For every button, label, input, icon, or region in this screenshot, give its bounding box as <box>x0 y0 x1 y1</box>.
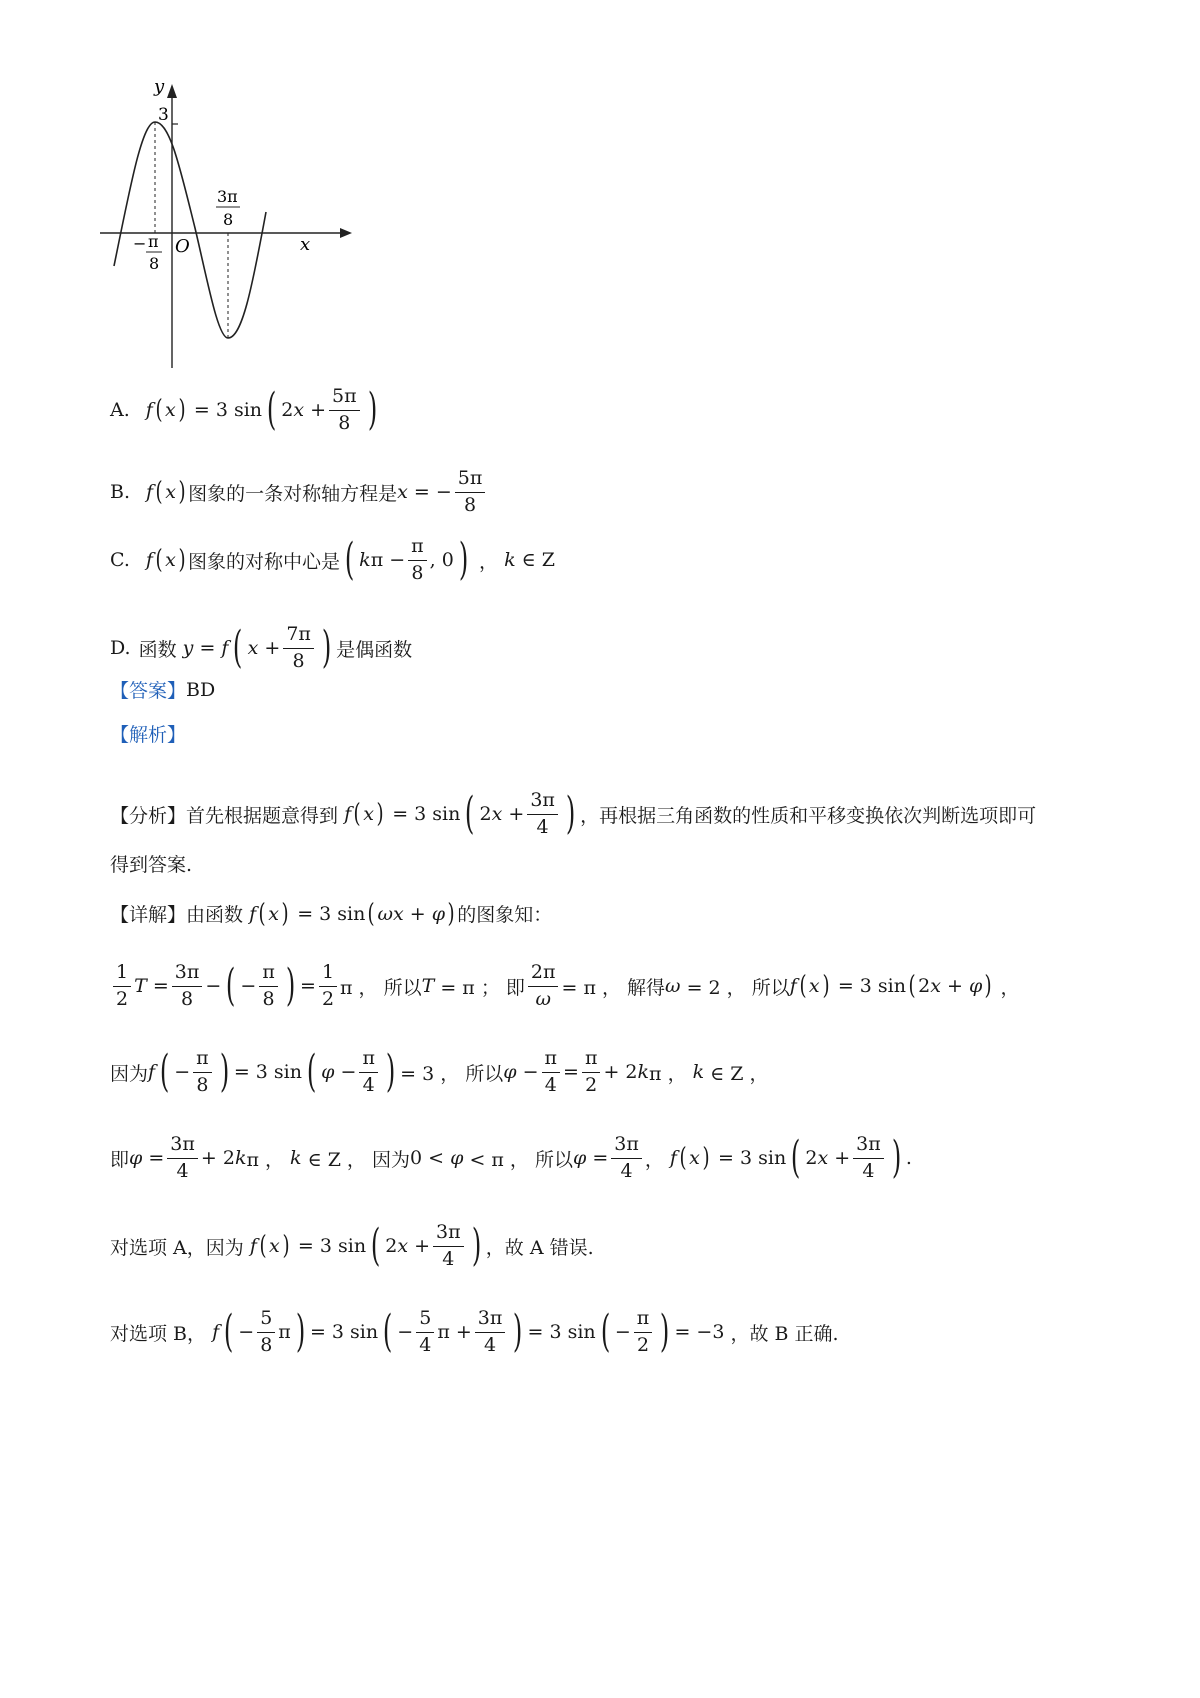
left-label-sign: − <box>133 234 147 253</box>
xiangjie-line-4: 即 φ = 3π 4 + 2 k π ， k ∈ Z ， 因为 0 < φ < π ， 所以 φ = 3π 4 ， f ( x ) = 3 sin ( 2 x + 3π 4 ) . <box>110 1132 912 1184</box>
answer-value: BD <box>186 678 216 701</box>
xiangjie-line-2: 1 2 T = 3π 8 − ( − π 8 ) = 1 2 π ， 所以 T = π ； 即 2π ω = π ， 解得 ω = 2 ， 所以 f ( x ) = 3 sin ( 2 x + φ ) ， <box>110 962 1019 1011</box>
option-b: B. f ( x ) 图象的一条对称轴方程是 x = − 5π 8 <box>110 468 488 517</box>
y-axis-label: y <box>154 78 165 97</box>
xiangjie-option-a: 对选项 A，因为 f ( x ) = 3 sin ( 2 x + 3π 4 ) ，故 A 错误. <box>110 1220 594 1272</box>
xiangjie-line-1: 【详解】 由函数 f ( x ) = 3 sin ( ωx + φ ) 的图象知： <box>110 898 553 929</box>
origin-label: O <box>175 236 190 257</box>
left-label-den: 8 <box>149 254 160 273</box>
right-label-num: 3π <box>217 187 238 206</box>
xiangjie-option-b: 对选项 B， f ( − 5 8 π ) = 3 sin ( − 5 4 π + 3π 4 ) = 3 sin ( − π 2 ) = −3 ，故 B 正确. <box>110 1306 839 1358</box>
fenxi-line-1: 【分析】 首先根据题意得到 f ( x ) = 3 sin ( 2 x + 3π 4 ) ，再根据三角函数的性质和平移变换依次判断选项即可 <box>110 788 1037 840</box>
y-axis-arrow <box>167 84 177 98</box>
xiangjie-line-3: 因为 f ( − π 8 ) = 3 sin ( φ − π 4 ) = 3 ， 所以 φ − π 4 = π 2 + 2 k π ， k ∈ Z ， <box>110 1046 769 1098</box>
y-tick-label: 3 <box>158 105 169 125</box>
option-c: C. f ( x ) 图象的对称中心是 ( k π − π 8 , 0 ) ， k ∈ Z <box>110 534 555 586</box>
analysis-tag-line <box>110 720 186 747</box>
right-label-den: 8 <box>223 210 234 229</box>
answer-line <box>110 676 215 703</box>
option-a: A. f ( x ) = 3 sin ( 2 x + 5π 8 ) <box>110 384 377 436</box>
sine-graph-figure <box>100 78 360 378</box>
option-d: D. 函数 y = f ( x + 7π 8 ) 是偶函数 <box>110 622 413 674</box>
x-axis-arrow <box>340 228 352 238</box>
analysis-tag: 【解析】 <box>110 724 187 746</box>
fenxi-line-2: 得到答案. <box>110 854 193 876</box>
left-label-num: π <box>148 232 159 251</box>
answer-tag: 【答案】 <box>110 680 187 702</box>
sine-curve <box>114 122 266 338</box>
x-axis-label: x <box>300 234 311 255</box>
